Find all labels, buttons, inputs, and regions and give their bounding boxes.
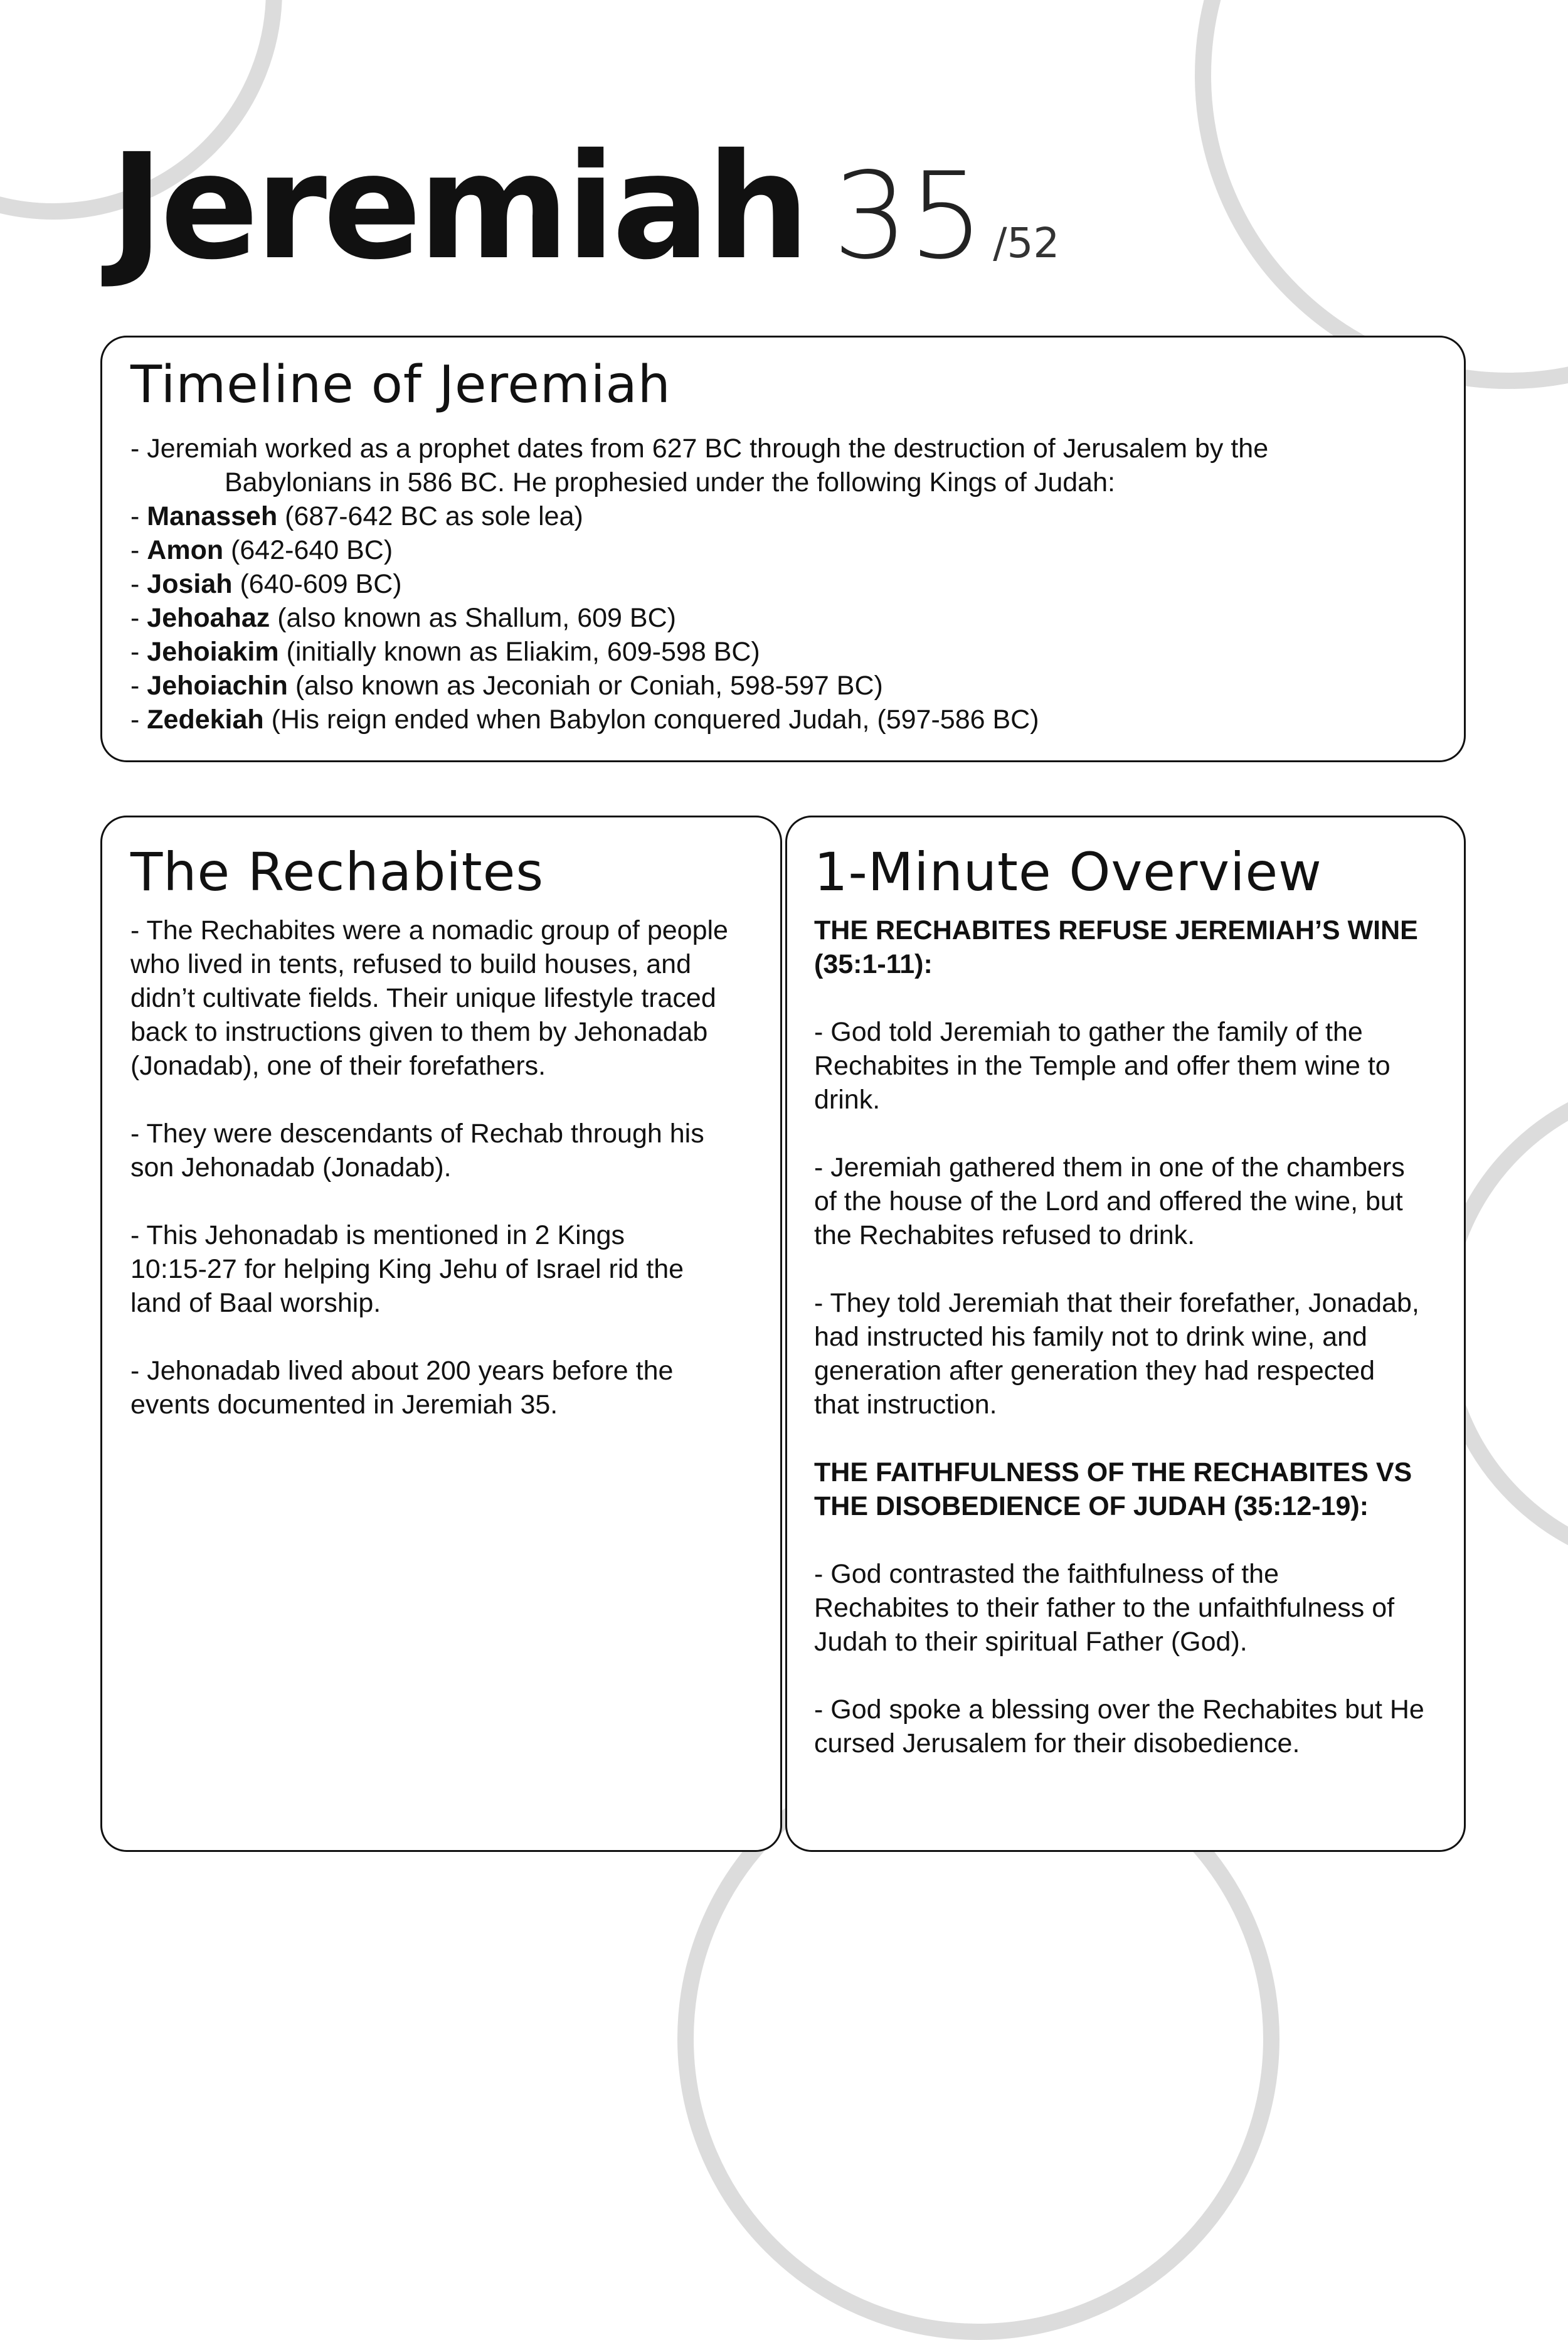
timeline-text (130, 432, 1441, 737)
king-name: Jehoahaz (147, 603, 270, 633)
timeline-intro-line-2: Babylonians in 586 BC. He prophesied under the following Kings of Judah: (225, 467, 1115, 497)
rechabites-p4-line: events documented in Jeremiah 35. (130, 1390, 558, 1420)
overview-title: 1-Minute Overview (814, 841, 1322, 903)
overview-p4-line: Judah to their spiritual Father (God). (814, 1627, 1248, 1657)
overview-p3-line: that instruction. (814, 1390, 997, 1420)
king-detail: (640-609 BC) (232, 569, 402, 599)
overview-p2-line: the Rechabites refused to drink. (814, 1220, 1195, 1250)
king-name: Manasseh (147, 501, 278, 531)
rechabites-p3-line: 10:15-27 for helping King Jehu of Israel rid the (130, 1254, 684, 1284)
king-item-jehoahaz: - Jehoahaz (also known as Shallum, 609 BC) (130, 603, 676, 633)
rechabites-p1-line: - The Rechabites were a nomadic group of people (130, 915, 728, 945)
king-detail: (687-642 BC as sole lea) (277, 501, 583, 531)
overview-heading-1-line: THE RECHABITES REFUSE JEREMIAH’S WINE (814, 915, 1418, 945)
rechabites-p2-line: son Jehonadab (Jonadab). (130, 1152, 452, 1183)
king-detail: (also known as Jeconiah or Coniah, 598-597 BC) (287, 671, 883, 701)
king-detail: (642-640 BC) (223, 535, 393, 565)
overview-p3-line: had instructed his family not to drink wine, and (814, 1322, 1367, 1352)
king-item-jehoiakim: - Jehoiakim (initially known as Eliakim, 609-598 BC) (130, 637, 760, 667)
overview-heading-2-line: THE FAITHFULNESS OF THE RECHABITES VS (814, 1457, 1412, 1487)
overview-p2-line: of the house of the Lord and offered the wine, but (814, 1186, 1403, 1216)
overview-p2-line: - Jeremiah gathered them in one of the chambers (814, 1152, 1405, 1183)
king-name: Zedekiah (147, 705, 264, 735)
overview-p1-line: drink. (814, 1085, 881, 1115)
rechabites-p3-line: - This Jehonadab is mentioned in 2 Kings (130, 1220, 625, 1250)
overview-p3-line: generation after generation they had respected (814, 1356, 1375, 1386)
chapter-number: 35 (832, 147, 985, 285)
king-name: Jehoiachin (147, 671, 288, 701)
rechabites-p1-line: who lived in tents, refused to build houses, and (130, 949, 692, 979)
king-name: Amon (147, 535, 224, 565)
king-item-zedekiah: - Zedekiah (His reign ended when Babylon conquered Judah, (597-586 BC) (130, 705, 1039, 735)
rechabites-p1-line: back to instructions given to them by Jehonadab (130, 1017, 708, 1047)
overview-p1-line: - God told Jeremiah to gather the family of the (814, 1017, 1363, 1047)
book-title: Jeremiah (110, 122, 807, 292)
timeline-intro-line-1: - Jeremiah worked as a prophet dates from 627 BC through the destruction of Jerusalem by the (130, 433, 1269, 464)
king-item-manasseh: - Manasseh (687-642 BC as sole lea) (130, 501, 583, 531)
king-name: Josiah (147, 569, 233, 599)
overview-p4-line: Rechabites to their father to the unfaithfulness of (814, 1593, 1395, 1623)
king-item-josiah: - Josiah (640-609 BC) (130, 569, 402, 599)
rechabites-p1-line: didn’t cultivate fields. Their unique lifestyle traced (130, 983, 716, 1013)
overview-heading-1-line: (35:1-11): (814, 949, 933, 979)
rechabites-box (100, 816, 782, 1852)
page-title (110, 122, 1059, 292)
overview-heading-2-line: THE DISOBEDIENCE OF JUDAH (35:12-19): (814, 1491, 1369, 1521)
overview-p5-line: cursed Jerusalem for their disobedience. (814, 1728, 1300, 1758)
overview-p3-line: - They told Jeremiah that their forefather, Jonadab, (814, 1288, 1419, 1318)
chapter-total: /52 (993, 219, 1060, 267)
decorative-ring-top-right (1195, 0, 1568, 389)
king-detail: (initially known as Eliakim, 609-598 BC) (278, 637, 760, 667)
timeline-title: Timeline of Jeremiah (130, 355, 671, 415)
overview-text (814, 913, 1460, 1760)
king-item-amon: - Amon (642-640 BC) (130, 535, 393, 565)
king-detail: (also known as Shallum, 609 BC) (270, 603, 676, 633)
rechabites-title: The Rechabites (130, 841, 544, 903)
rechabites-p4-line: - Jehonadab lived about 200 years before the (130, 1356, 674, 1386)
rechabites-p2-line: - They were descendants of Rechab through his (130, 1119, 704, 1149)
king-name: Jehoiakim (147, 637, 279, 667)
overview-p4-line: - God contrasted the faithfulness of the (814, 1559, 1279, 1589)
rechabites-text (130, 913, 770, 1422)
timeline-box (100, 336, 1466, 762)
rechabites-p3-line: land of Baal worship. (130, 1288, 381, 1318)
king-detail: (His reign ended when Babylon conquered Judah, (597-586 BC) (263, 705, 1039, 735)
rechabites-p1-line: (Jonadab), one of their forefathers. (130, 1051, 546, 1081)
overview-box (785, 816, 1466, 1852)
overview-p1-line: Rechabites in the Temple and offer them wine to (814, 1051, 1391, 1081)
king-item-jehoiachin: - Jehoiachin (also known as Jeconiah or Coniah, 598-597 BC) (130, 671, 883, 701)
overview-p5-line: - God spoke a blessing over the Rechabites but He (814, 1694, 1424, 1725)
